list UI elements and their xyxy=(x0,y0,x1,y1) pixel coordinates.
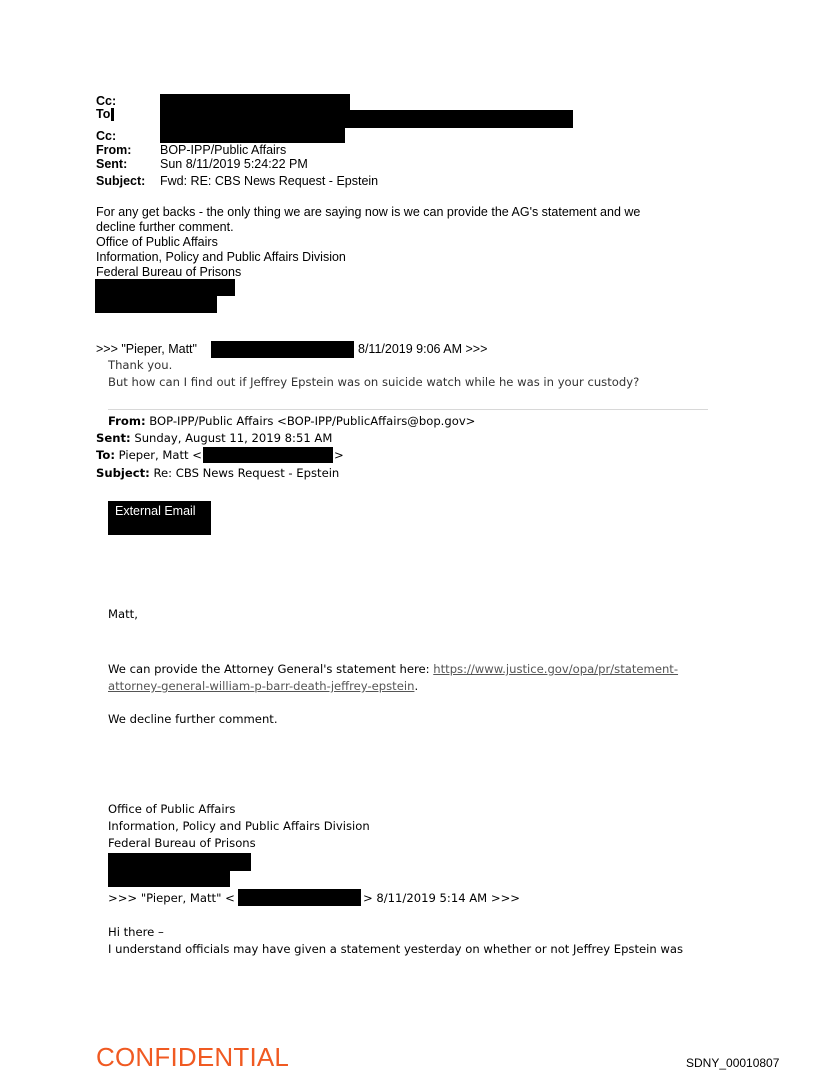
intro-line-1: For any get backs - the only thing we are saying now is we can provide the AG's statement and we xyxy=(96,205,641,219)
reply2-line-2: I understand officials may have given a statement yesterday on whether or not Jeffrey Epstein was xyxy=(108,942,684,956)
intro-signature-3: Federal Bureau of Prisons xyxy=(96,265,242,279)
redaction-intro-sig-b xyxy=(95,296,217,313)
ag-statement-link[interactable]: https://www.justice.gov/opa/pr/statement- xyxy=(433,662,679,676)
sent-label: Sent: xyxy=(96,157,128,171)
fwd-sent-label: Sent: xyxy=(96,431,131,445)
forward-separator xyxy=(108,409,708,410)
external-email-banner xyxy=(108,501,211,535)
ag-statement-link-cont[interactable]: attorney-general-william-p-barr-death-jeffrey-epstein xyxy=(108,679,415,693)
statement-period: . xyxy=(414,679,419,693)
external-email-text: External Email xyxy=(115,504,196,518)
reply1-header-prefix: >>> "Pieper, Matt" xyxy=(96,342,197,356)
signature-line-1: Office of Public Affairs xyxy=(108,802,236,816)
reply1-header-suffix: 8/11/2019 9:06 AM >>> xyxy=(358,342,488,356)
redaction-reply1-email xyxy=(211,341,354,358)
statement-line-1 xyxy=(108,661,678,677)
reply2-header-prefix: >>> "Pieper, Matt" < xyxy=(108,891,235,905)
greeting: Matt, xyxy=(108,607,138,621)
redaction-to-mark xyxy=(111,108,114,121)
from-value: BOP-IPP/Public Affairs xyxy=(160,143,287,157)
redaction-sig-a xyxy=(108,853,251,871)
intro-signature-2: Information, Policy and Public Affairs Division xyxy=(96,250,346,264)
signature-line-2: Information, Policy and Public Affairs Division xyxy=(108,819,370,833)
fwd-to-value: Pieper, Matt < xyxy=(114,448,202,462)
confidential-stamp: CONFIDENTIAL xyxy=(96,1042,290,1072)
sent-value: Sun 8/11/2019 5:24:22 PM xyxy=(160,157,308,171)
fwd-sent-value: Sunday, August 11, 2019 8:51 AM xyxy=(130,431,333,445)
intro-line-2: decline further comment. xyxy=(96,220,234,234)
fwd-to-line xyxy=(96,447,202,463)
redaction-fwd-to xyxy=(203,447,333,463)
cc-label-2: Cc: xyxy=(96,129,117,143)
from-label: From: xyxy=(96,143,132,157)
intro-signature-1: Office of Public Affairs xyxy=(96,235,218,249)
redaction-to xyxy=(160,110,573,128)
decline-comment: We decline further comment. xyxy=(108,712,278,726)
reply1-line-2: But how can I find out if Jeffrey Epstein was on suicide watch while he was in your custody? xyxy=(108,375,640,389)
fwd-from-value: BOP-IPP/Public Affairs <BOP-IPP/PublicAffairs@bop.gov> xyxy=(145,414,476,428)
fwd-from-line xyxy=(108,413,475,429)
fwd-subject-value: Re: CBS News Request - Epstein xyxy=(149,466,340,480)
bates-number: SDNY_00010807 xyxy=(686,1056,780,1070)
to-label: To xyxy=(96,107,111,121)
fwd-to-close: > xyxy=(334,448,344,462)
redaction-cc-2 xyxy=(160,128,345,143)
reply2-header-suffix: > 8/11/2019 5:14 AM >>> xyxy=(363,891,521,905)
fwd-sent-line xyxy=(96,430,332,446)
signature-line-3: Federal Bureau of Prisons xyxy=(108,836,256,850)
fwd-to-label: To: xyxy=(96,448,115,462)
reply2-line-1: Hi there – xyxy=(108,925,164,939)
fwd-from-label: From: xyxy=(108,414,146,428)
subject-value: Fwd: RE: CBS News Request - Epstein xyxy=(160,174,379,188)
cc-label: Cc: xyxy=(96,94,117,108)
redaction-cc xyxy=(160,94,350,111)
redaction-reply2-email xyxy=(238,889,361,906)
subject-label: Subject: xyxy=(96,174,146,188)
reply1-line-1: Thank you. xyxy=(108,358,173,372)
statement-prefix: We can provide the Attorney General's statement here: xyxy=(108,662,434,676)
fwd-subject-label: Subject: xyxy=(96,466,150,480)
fwd-subject-line xyxy=(96,465,339,481)
statement-line-2 xyxy=(108,678,418,694)
redaction-intro-sig-a xyxy=(95,279,235,296)
redaction-sig-b xyxy=(108,871,230,887)
